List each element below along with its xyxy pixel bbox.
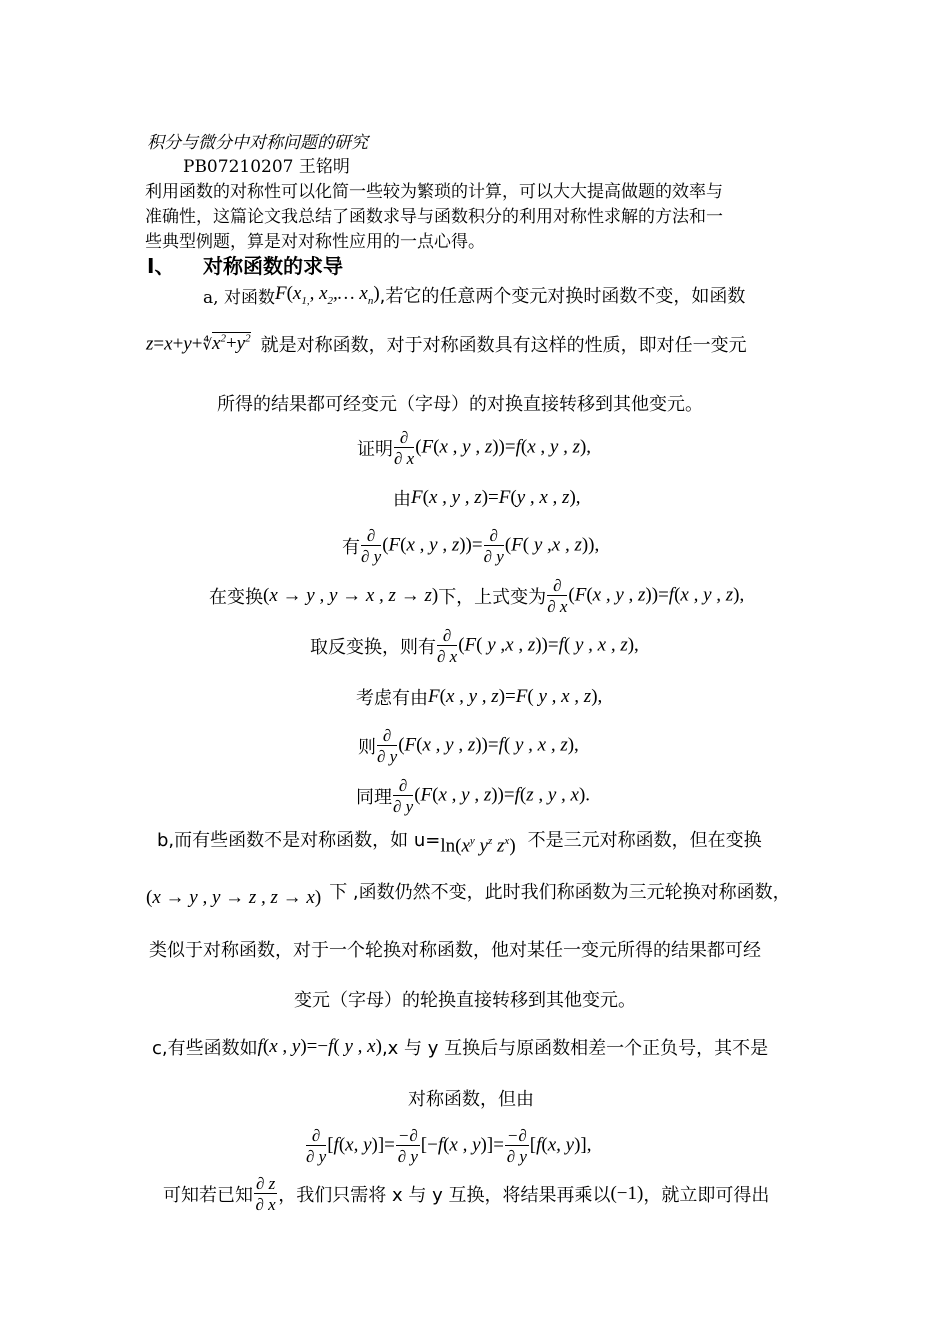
para-b-line-2 — [146, 874, 791, 908]
para-b-line-1 — [157, 822, 762, 856]
intro-line-2: 准确性，这篇论文我总结了函数求导与函数积分的利用对称性求解的方法和一 — [145, 207, 723, 227]
para-a-line-2 — [146, 324, 747, 364]
para-b-line-4: 变元（字母）的轮换直接转移到其他变元。 — [294, 990, 636, 1011]
proof-l2-prefix: 由 — [393, 489, 411, 510]
formula-F-n: $F(x_{1,}$, $x_2,\dots$ $x_n$) — [274, 283, 380, 307]
para-c-suffix: ,x 与 y 互换后与原函数相差一个正负号，其不是 — [381, 1038, 769, 1059]
formula-antisym: f(x , y)=−f( y , x) — [257, 1036, 382, 1057]
para-c-line-1 — [152, 1033, 768, 1061]
para-c-last-prefix: 可知若已知 — [163, 1185, 253, 1206]
para-b-suffix: 不是三元对称函数，但在变换 — [527, 830, 762, 851]
para-c-last-suffix: ，就立即可得出 — [643, 1185, 770, 1206]
proof-l8-prefix: 同理 — [356, 787, 392, 808]
para-a-suffix: ,若它的任意两个变元对换时函数不变，如函数 — [379, 286, 746, 307]
formula-minus-one: (−1) — [610, 1183, 644, 1204]
author-line: PB07210207 王铭明 — [183, 157, 350, 177]
para-b-line-2-text: 下 ,函数仍然不变，此时我们称函数为三元轮换对称函数， — [329, 882, 791, 903]
para-c-last-mid: ，我们只需将 x 与 y 互换，将结果再乘以 — [278, 1185, 611, 1206]
proof-line-1 — [357, 426, 591, 470]
para-b-prefix: b,而有些函数不是对称函数，如 u= — [157, 830, 441, 851]
para-a-line-2-text: 就是对称函数，对于对称函数具有这样的性质，即对任一变元 — [260, 335, 747, 356]
proof-line-3 — [342, 524, 599, 568]
proof-line-8 — [356, 774, 590, 818]
formula-ln: $\ln(x^y$ $y^z$ $z^x$) — [440, 834, 516, 857]
para-a-prefix: a, 对函数 — [203, 287, 275, 308]
intro-line-1: 利用函数的对称性可以化简一些较为繁琐的计算，可以大大提高做题的效率与 — [145, 182, 723, 202]
proof-l5-prefix: 取反变换，则有 — [310, 637, 436, 658]
section-number: Ⅰ、 — [147, 254, 175, 278]
para-a-line-3: 所得的结果都可经变元（字母）的对换直接转移到其他变元。 — [217, 394, 703, 415]
para-c-prefix: c,有些函数如 — [152, 1038, 258, 1059]
formula-proof-2: F(x , y , z)=F(y , x , z), — [411, 487, 581, 508]
formula-proof-6: F(x , y , z)=F( y , x , z), — [428, 686, 603, 707]
formula-proof-3: $\frac{\partial}{\partial y}$ (F(x , y , z))= $\frac{\partial}{\partial y}$ (F( y ,x , z)), — [361, 526, 600, 566]
proof-l7-prefix: 则 — [358, 737, 376, 758]
formula-proof-8: $\frac{\partial}{\partial y}$ (F(x , y , z))=f(z , y , x). — [393, 776, 591, 816]
para-c-formula — [305, 1122, 592, 1170]
formula-z-example: $z=x+y+∜x^2+y^2$ — [146, 332, 251, 355]
proof-line-7 — [358, 724, 579, 768]
formula-proof-4: $\frac{\partial}{\partial x}$ (F(x , y , z))=f(x , y , z), — [547, 576, 745, 616]
para-c-line-2: 对称函数，但由 — [408, 1089, 534, 1110]
formula-antisym-derivative: $\frac{\partial}{\partial y}$ [f(x, y)]= $\frac{-\partial}{\partial y}$ [−f(x , y)]= $\frac{-\partial}{\partial y}$ [f(x, y)], — [306, 1126, 592, 1166]
formula-proof-1: $\frac{\partial}{\partial x}$ (F(x , y , z))=f(x , y , z), — [394, 428, 592, 468]
proof-l6-prefix: 考虑有由 — [356, 688, 428, 709]
proof-line-4 — [209, 574, 744, 618]
formula-rotation: (x → y , y → z , z → x) — [146, 887, 322, 908]
proof-line-5 — [310, 624, 639, 668]
para-b-line-3: 类似于对称函数，对于一个轮换对称函数，他对某任一变元所得的结果都可经 — [149, 940, 761, 961]
formula-proof-7: $\frac{\partial}{\partial y}$ (F(x , y , z))=f( y , x , z), — [377, 726, 579, 766]
proof-l4-prefix: 在变换 — [209, 587, 263, 608]
para-c-last-line — [163, 1172, 769, 1216]
proof-l3-prefix: 有 — [342, 537, 360, 558]
intro-line-3: 些典型例题，算是对对称性应用的一点心得。 — [145, 232, 485, 252]
proof-l1-prefix: 证明 — [357, 439, 393, 460]
formula-dz-dx: $\frac{\partial z}{\partial x}$ — [255, 1174, 276, 1214]
proof-line-6 — [356, 684, 602, 710]
section-title: 对称函数的求导 — [203, 254, 343, 278]
formula-transform: (x → y , y → x , z → z) — [263, 585, 439, 606]
proof-line-2 — [393, 485, 581, 511]
para-a-line-1 — [203, 278, 745, 312]
paper-title: 积分与微分中对称问题的研究 — [147, 133, 368, 153]
formula-proof-5: $\frac{\partial}{\partial x}$ (F( y ,x , z))=f( y , x , z), — [437, 626, 639, 666]
proof-l4-mid: 下，上式变为 — [438, 587, 547, 608]
